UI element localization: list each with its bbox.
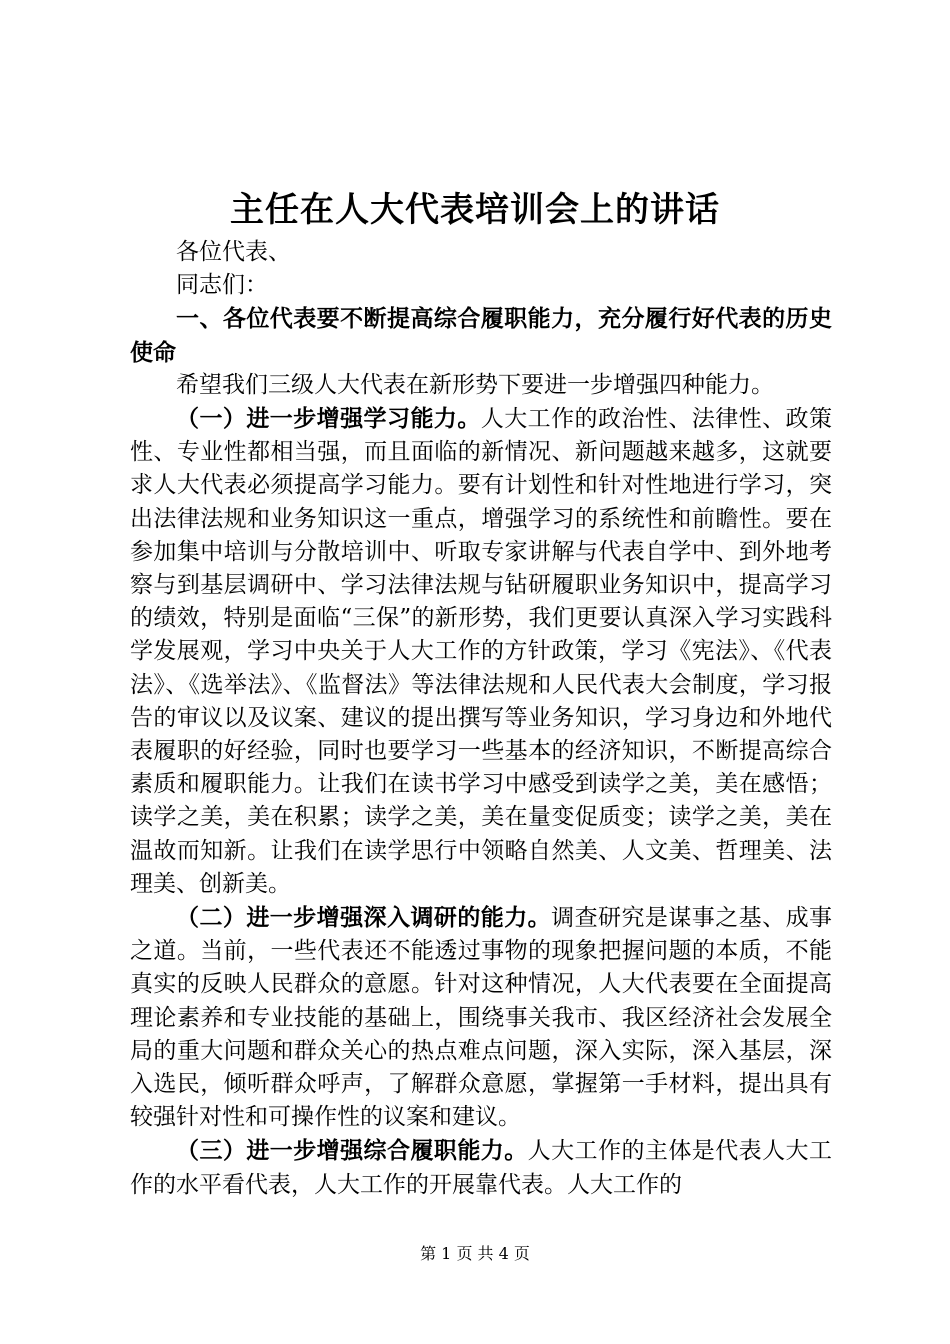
part-1-heading: （一）进一步增强学习能力。 [176, 405, 481, 433]
salutation-line-1: 各位代表、 [176, 239, 291, 265]
document-title: 主任在人大代表培训会上的讲话 [230, 190, 720, 230]
part-2-text: 调查研究是谋事之基、成事之道。当前，一些代表还不能透过事物的现象把握问题的本质，不能真实的反映人民群众的意愿。针对这种情况，人大代表要在全面提高理论素养和专业技能的基础上，围绕事关我市、我区经济社会发展全局的重大问题和群众关心的热点难点问题，深入实际，深入基层，深入选民，倾听群众呼声，了解群众意愿，掌握第一手材料，提出具有较强针对性和可操作性的议案和建议。 [130, 905, 833, 1131]
salutation-line-2: 同志们： [176, 272, 268, 299]
part-1-text: 人大工作的政治性、法律性、政策性、专业性都相当强，而且面临的新情况、新问题越来越多，这就要求人大代表必须提高学习能力。要有计划性和针对性地进行学习，突出法律法规和业务知识这一重点，增强学习的系统性和前瞻性。要在参加集中培训与分散培训中、听取专家讲解与代表自学中、到外地考察与到基层调研中、学习法律法规与钻研履职业务知识中，提高学习的绩效，特别是面临“三保”的新形势，我们更要认真深入学习实践科学发展观，学习中央关于人大工作的方针政策，学习《宪法》、《代表法》、《选举法》、《监督法》等法律法规和人民代表大会制度，学习报告的审议以及议案、建议的提出撰写等业务知识，学习身边和外地代表履职的好经验，同时也要学习一些基本的经济知识，不断提高综合素质和履职能力。让我们在读书学习中感受到读学之美，美在感悟；读学之美，美在积累；读学之美，美在量变促质变；读学之美，美在温故而知新。让我们在读学思行中领略自然美、人文美、哲理美、法理美、创新美。 [130, 406, 833, 897]
intro-paragraph: 希望我们三级人大代表在新形势下要进一步增强四种能力。 [176, 371, 774, 398]
paragraph-part-2 [130, 901, 832, 1134]
paragraph-part-1 [130, 402, 832, 901]
part-3-heading: （三）进一步增强综合履职能力。 [176, 1137, 528, 1165]
part-3-text: 人大工作的主体是代表人大工作的水平看代表，人大工作的开展靠代表。人大工作的 [130, 1138, 833, 1198]
section-heading: 一、各位代表要不断提高综合履职能力，充分履行好代表的历史使命 [130, 305, 832, 366]
paragraph-part-3 [130, 1134, 832, 1201]
part-2-heading: （二）进一步增强深入调研的能力。 [176, 904, 552, 932]
document-body [130, 236, 832, 1202]
page-number-footer: 第 1 页 共 4 页 [420, 1244, 530, 1263]
